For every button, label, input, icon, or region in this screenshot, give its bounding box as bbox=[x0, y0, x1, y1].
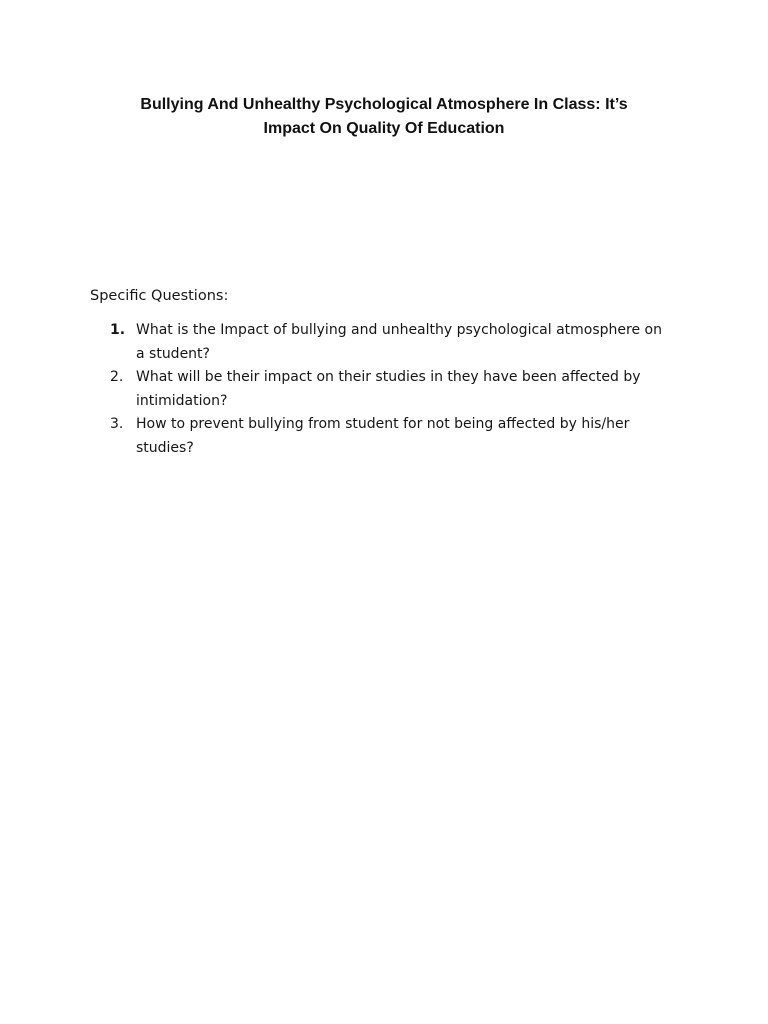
question-number: 3. bbox=[110, 416, 124, 432]
title-line-1: Bullying And Unhealthy Psychological Atmosphere In Class: It’s bbox=[140, 96, 628, 113]
question-text: What will be their impact on their studies in they have been affected by intimidation? bbox=[136, 369, 641, 409]
question-number: 1. bbox=[110, 322, 126, 338]
question-number: 2. bbox=[110, 369, 124, 385]
question-text: How to prevent bullying from student for not being affected by his/her studies? bbox=[136, 416, 630, 456]
question-item bbox=[110, 366, 670, 413]
specific-questions-heading: Specific Questions: bbox=[90, 288, 229, 304]
question-item bbox=[110, 413, 670, 460]
question-item bbox=[110, 319, 670, 366]
question-text: What is the Impact of bullying and unhealthy psychological atmosphere on a student? bbox=[136, 322, 662, 362]
document-title bbox=[80, 93, 688, 141]
title-line-2: Impact On Quality Of Education bbox=[263, 120, 505, 137]
questions-list bbox=[110, 319, 670, 460]
